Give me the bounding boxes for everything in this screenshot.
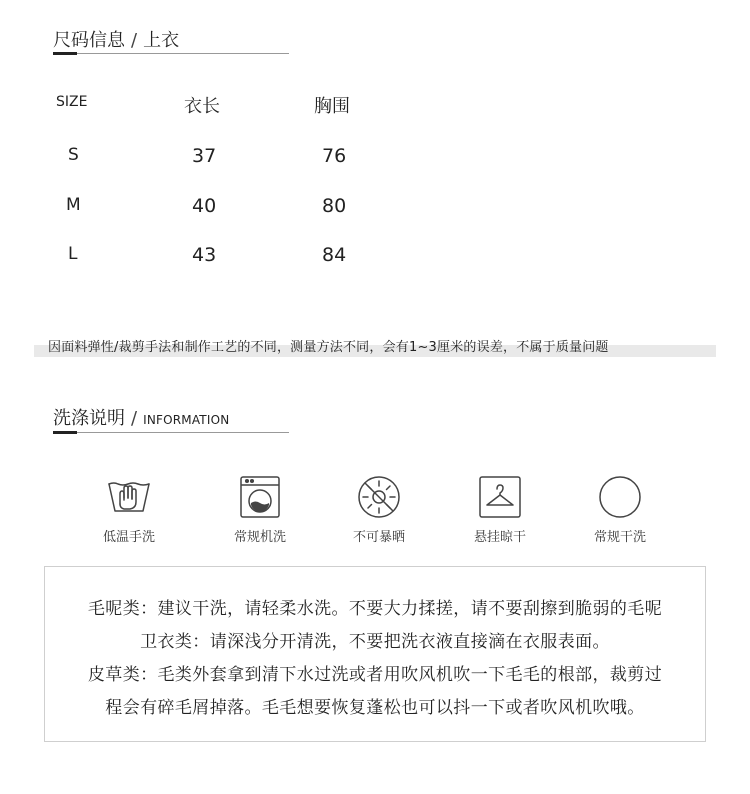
table-header-chest: 胸围 [314, 96, 350, 117]
wash-item-machine-wash [205, 474, 315, 545]
size-section-title: 尺码信息 [53, 30, 125, 51]
table-cell-size: M [66, 195, 81, 215]
table-cell-size: S [68, 145, 79, 165]
table-cell-length: 37 [192, 145, 217, 167]
header-slash: / [131, 408, 138, 429]
wash-section-subtitle: INFORMATION [143, 413, 230, 427]
wash-header-accent [53, 431, 77, 434]
table-header-size: SIZE [56, 94, 88, 110]
wash-label: 悬挂晾干 [473, 530, 526, 545]
table-cell-size: L [68, 244, 78, 264]
header-slash: / [131, 30, 138, 51]
wash-item-no-sun [324, 474, 434, 545]
wash-label: 常规干洗 [593, 530, 646, 545]
hanger-icon [477, 474, 523, 520]
wash-item-dry-clean [565, 474, 675, 545]
wash-label: 不可暴晒 [352, 530, 405, 545]
washing-machine-icon [237, 474, 283, 520]
no-sun-dry-icon [356, 474, 402, 520]
care-line-hoodie: 卫衣类：请深浅分开清洗，不要把洗衣液直接滴在衣服表面。 [140, 632, 610, 652]
wash-label: 常规机洗 [233, 530, 286, 545]
table-cell-chest: 80 [322, 195, 347, 217]
care-line-fur-cont: 程会有碎毛屑掉落。毛毛想要恢复蓬松也可以抖一下或者吹风机吹哦。 [105, 698, 645, 718]
measurement-note: 因面料弹性/裁剪手法和制作工艺的不同，测量方法不同，会有1~3厘米的误差，不属于质量问题 [48, 340, 609, 355]
wash-label: 低温手洗 [102, 530, 155, 545]
wash-section-header [53, 404, 229, 430]
size-header-accent [53, 52, 77, 55]
table-cell-length: 40 [192, 195, 217, 217]
size-section-subtitle: 上衣 [143, 30, 180, 51]
hand-wash-icon [106, 474, 152, 520]
table-cell-chest: 76 [322, 145, 347, 167]
table-cell-chest: 84 [322, 244, 347, 266]
care-line-fur: 皮草类：毛类外套拿到清下水过洗或者用吹风机吹一下毛毛的根部，裁剪过 [87, 665, 663, 685]
size-section-header [53, 26, 179, 52]
care-line-wool: 毛呢类：建议干洗，请轻柔水洗。不要大力揉搓，请不要刮擦到脆弱的毛呢 [87, 599, 663, 619]
dry-clean-icon [597, 474, 643, 520]
wash-header-rule [53, 432, 289, 433]
wash-item-hang-dry [445, 474, 555, 545]
table-cell-length: 43 [192, 244, 217, 266]
wash-item-hand-wash [74, 474, 184, 545]
size-header-rule [53, 53, 289, 54]
table-header-length: 衣长 [184, 96, 220, 117]
wash-section-title: 洗涤说明 [53, 408, 125, 429]
